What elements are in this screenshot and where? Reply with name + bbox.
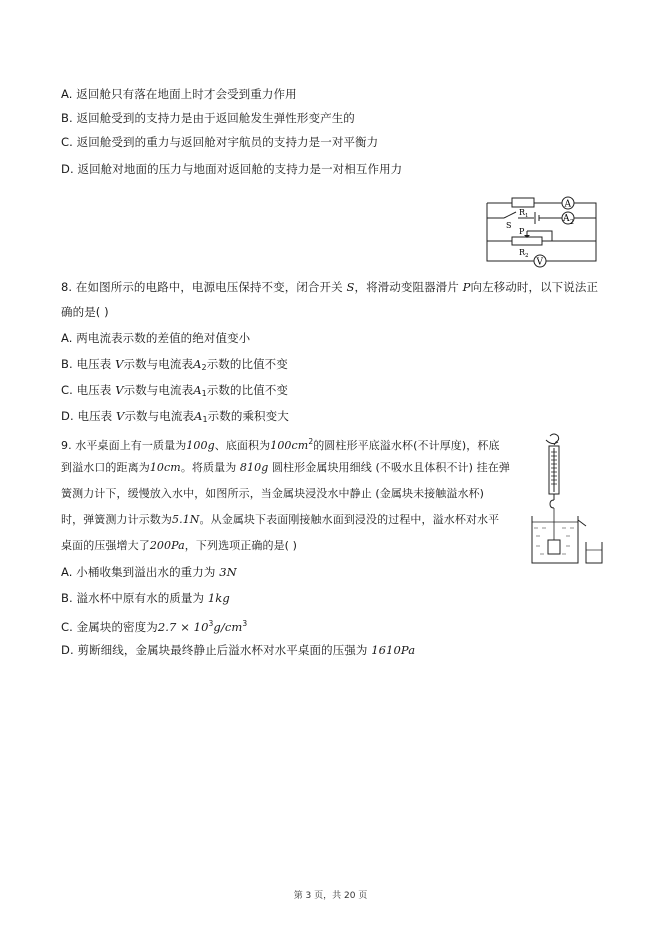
q9-stem-line5: 桌面的压强增大了200Pa，下列选项正确的是( ) (61, 539, 298, 552)
q9-option-b: B. 溢水杯中原有水的质量为 1kg (61, 591, 230, 605)
q8-option-d: D. 电压表 V示数与电流表$A_1$示数的乘积变大 (61, 409, 289, 424)
switch-s-label: S (506, 221, 512, 230)
q9-stem-line4: 时，弹簧测力计示数为5.1N。从金属块下表面刚接触水面到浸没的过程中，溢水杯对水平 (61, 513, 500, 526)
q7-option-a: A. 返回舱只有落在地面上时才会受到重力作用 (61, 87, 297, 101)
ammeter-a2-sub: 2 (570, 219, 574, 226)
page-footer: 第 3 页，共 20 页 (293, 891, 368, 901)
q8-option-c: C. 电压表 V示数与电流表$A_1$示数的比值不变 (61, 383, 289, 398)
q7-option-d: D. 返回舱对地面的压力与地面对返回舱的支持力是一对相互作用力 (61, 162, 403, 176)
resistor-r1-sub: 1 (525, 213, 529, 219)
resistor-r2-sub: 2 (525, 253, 529, 259)
q7-option-b: B. 返回舱受到的支持力是由于返回舱发生弹性形变产生的 (61, 111, 355, 125)
q8-stem-line1: 8. 在如图所示的电路中，电源电压保持不变，闭合开关 S，将滑动变阻器滑片 P向左移动时，以下说法正 (61, 280, 599, 294)
q9-option-d: D. 剪断细线，金属块最终静止后溢水杯对水平桌面的压强为 1610Pa (61, 643, 416, 657)
q9-stem-line3: 簧测力计下，缓慢放入水中，如图所示，当金属块浸没水中静止 (金属块未接触溢水杯) (61, 487, 485, 500)
resistor-r2-label: R (519, 248, 526, 257)
q8-option-b: B. 电压表 V示数与电流表$A_2$示数的比值不变 (61, 357, 288, 372)
spring-scale-overflow-cup-figure (526, 432, 606, 567)
voltmeter-label: V (536, 257, 543, 268)
q9-option-a: A. 小桶收集到溢出水的重力为 3N (61, 565, 237, 579)
q9-stem-line1: 9. 水平桌面上有一质量为100g、底面积为$100cm^2$的圆柱形平底溢水杯(不计厚度)，杯底 (61, 437, 500, 452)
ammeter-a1-label: A (564, 199, 571, 210)
slider-p-label: P (519, 227, 525, 236)
q7-option-c: C. 返回舱受到的重力与返回舱对宇航员的支持力是一对平衡力 (61, 135, 379, 149)
q9-option-c: C. 金属块的密度为$2.7 \times 10^3g/cm^3$ (61, 619, 248, 634)
resistor-r1-label: R (519, 208, 526, 217)
q8-option-a: A. 两电流表示数的差值的绝对值变小 (61, 331, 251, 345)
q9-stem-line2: 到溢水口的距离为10cm。将质量为 810g 圆柱形金属块用细线 (不吸水且体积不计) 挂在弹 (61, 461, 510, 474)
circuit-diagram (482, 193, 602, 271)
q8-stem-line2: 确的是( ) (61, 305, 109, 319)
ammeter-a2-label: A (563, 214, 570, 224)
